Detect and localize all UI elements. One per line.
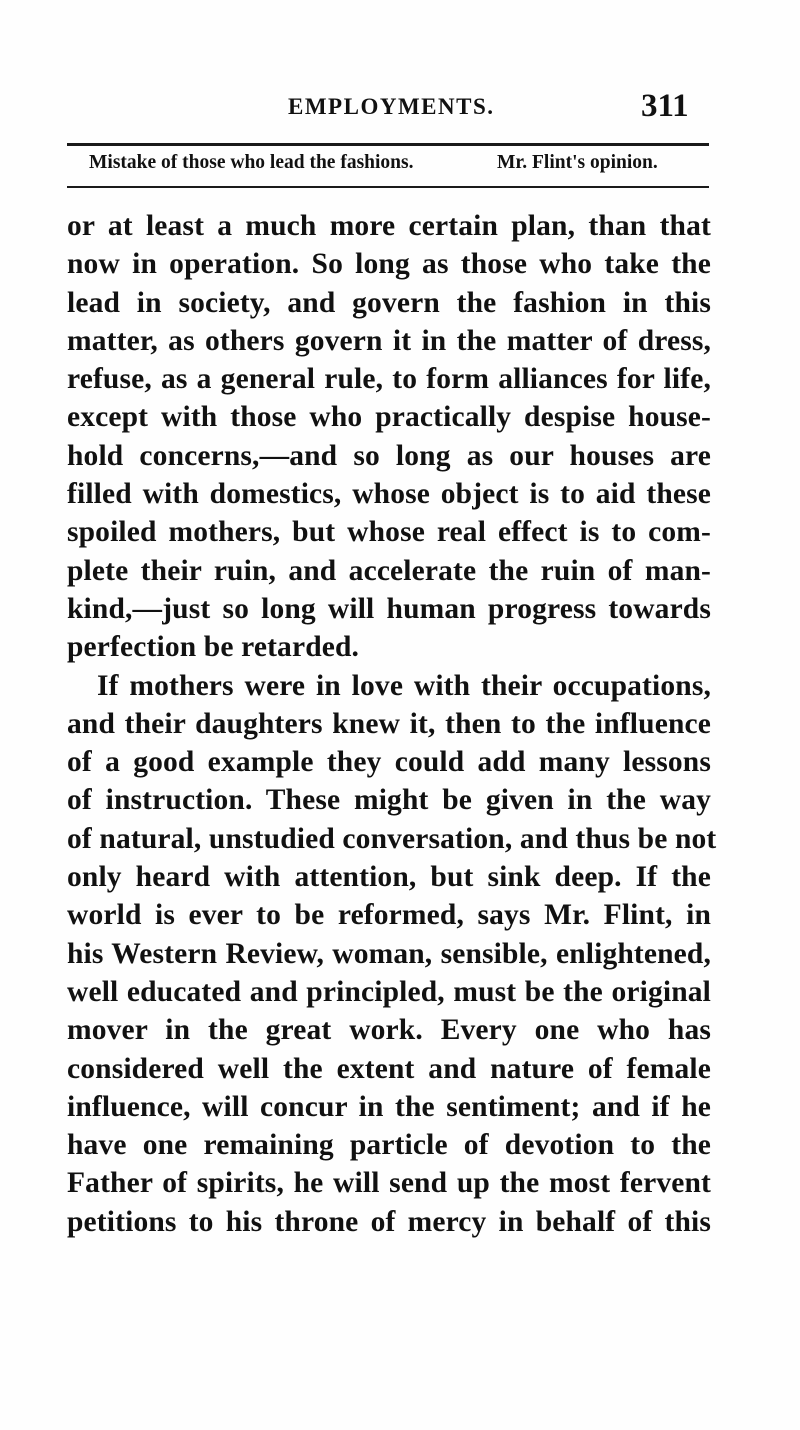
text-line: spoiled mothers, but whose real effect is to com- [67,516,711,549]
marginal-notes [0,152,800,182]
text-line: of natural, unstudied conversation, and thus be not [67,822,717,855]
text-line: If mothers were in love with their occupations, [97,669,711,702]
text-line: of instruction. These might be given in the way [67,784,711,817]
sidenote-right: Mr. Flint's opinion. [497,152,658,173]
text-line: matter, as others govern it in the matter of dress, [67,324,711,357]
text-line: mover in the great work. Every one who has [67,1014,711,1047]
page-number: 311 [641,88,689,124]
text-line: Father of spirits, he will send up the most fervent [67,1167,711,1200]
text-line: lead in society, and govern the fashion in this [67,286,711,319]
text-line: considered well the extent and nature of female [67,1052,711,1085]
header-rule-top [67,143,709,146]
text-line: have one remaining particle of devotion to the [67,1129,711,1162]
text-line: well educated and principled, must be the original [67,975,711,1008]
body-text [67,207,717,1241]
text-line: only heard with attention, but sink deep. If the [67,861,711,894]
text-line: filled with domestics, whose object is to aid these [67,478,711,511]
text-line: except with those who practically despise house- [67,401,711,434]
text-line: now in operation. So long as those who take the [67,248,711,281]
text-line: or at least a much more certain plan, than that [67,210,711,242]
text-line: of a good example they could add many lessons [67,746,711,779]
text-line: plete their ruin, and accelerate the ruin of man- [67,554,711,587]
text-line: petitions to his throne of mercy in behalf of this [67,1205,711,1238]
sidenote-left: Mistake of those who lead the fashions. [89,152,414,173]
text-line: influence, will concur in the sentiment; and if he [67,1090,711,1123]
running-head [0,88,800,128]
text-line: world is ever to be reformed, says Mr. Flint, in [67,899,711,932]
text-line: perfection be retarded. [67,631,360,664]
text-line: hold concerns,—and so long as our houses are [67,439,711,472]
text-line: refuse, as a general rule, to form alliances for life, [67,363,711,396]
header-rule-bottom [67,186,709,188]
text-line: and their daughters knew it, then to the influence [67,707,711,740]
text-line: kind,—just so long will human progress towards [67,592,711,625]
running-head-title: EMPLOYMENTS. [288,94,495,119]
text-line: his Western Review, woman, sensible, enlightened, [67,937,711,970]
